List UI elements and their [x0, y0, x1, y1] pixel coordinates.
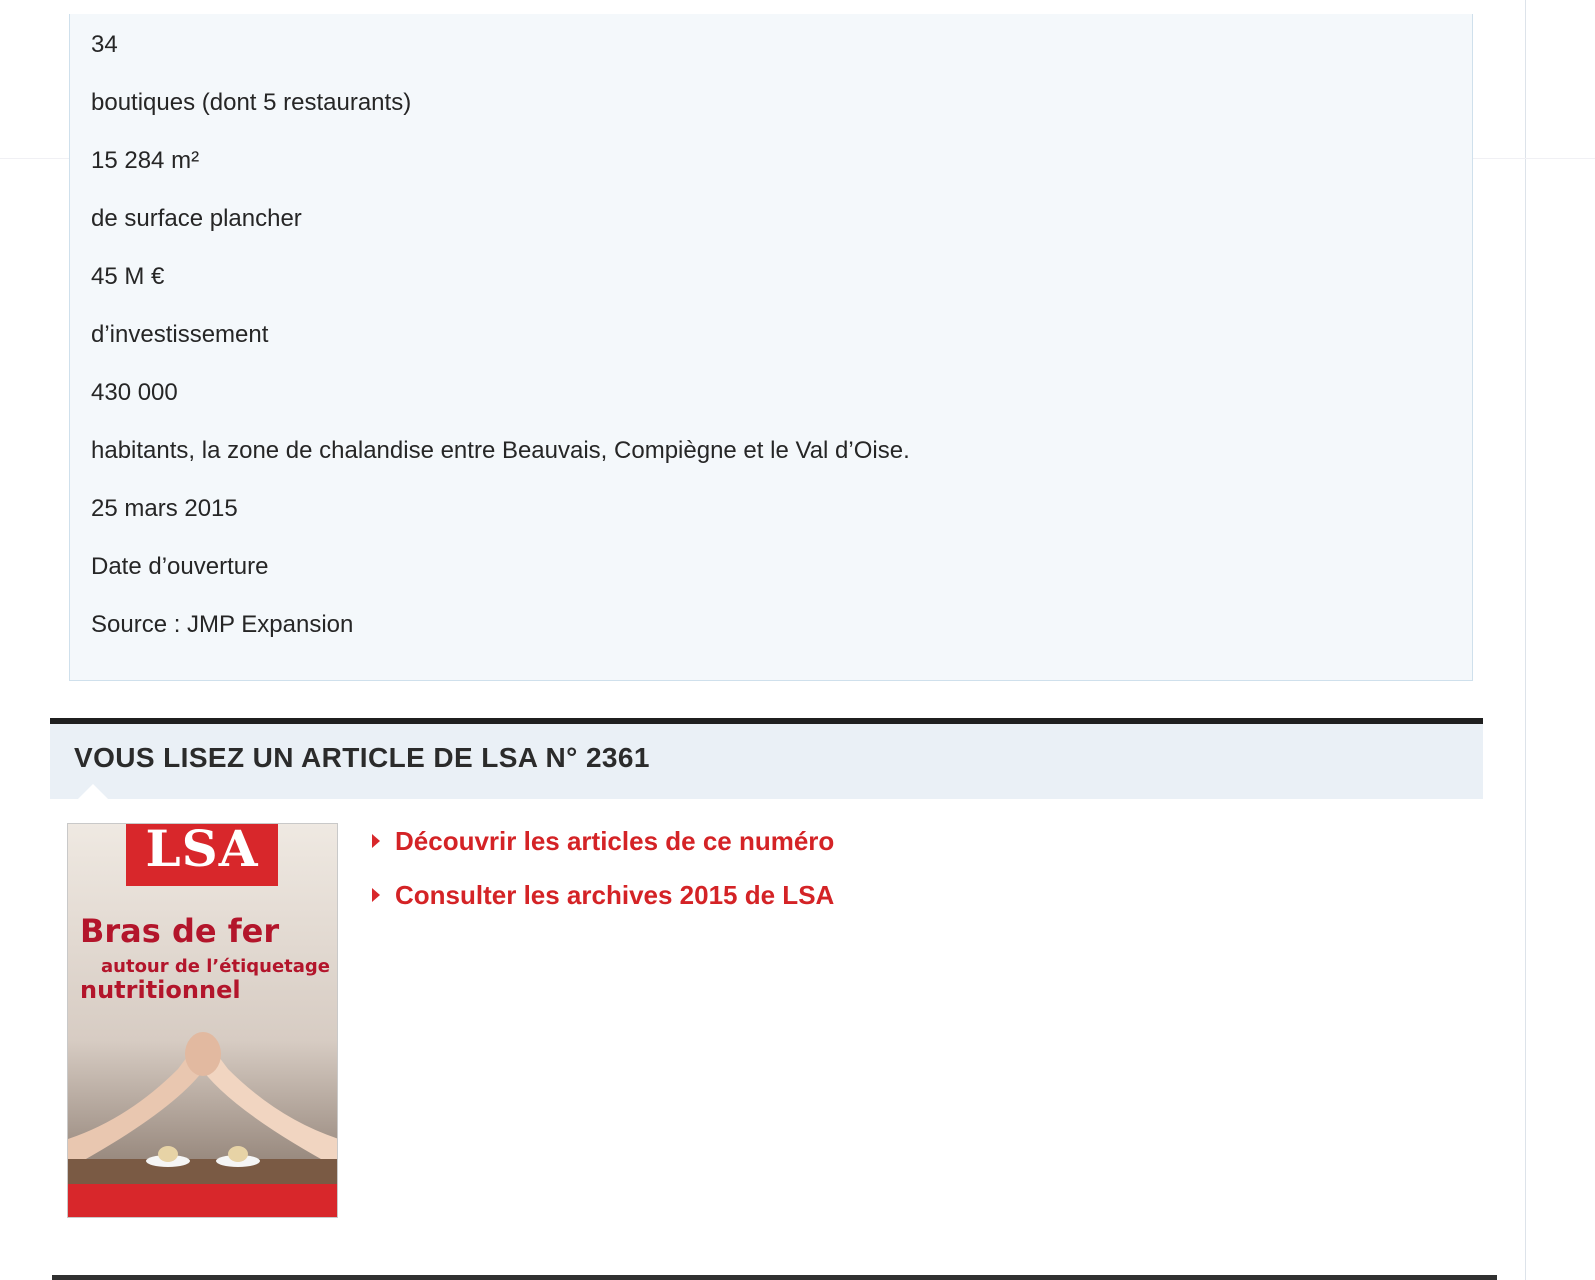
stat-shops-label: boutiques (dont 5 restaurants): [91, 89, 412, 116]
stat-population-label: habitants, la zone de chalandise entre Beauvais, Compiègne et le Val d’Oise.: [91, 437, 910, 464]
lsa-logo: LSA: [126, 823, 278, 886]
stat-surface-label: de surface plancher: [91, 205, 302, 232]
key-figures-box: [69, 14, 1473, 681]
link-label: Consulter les archives 2015 de LSA: [395, 879, 835, 910]
stat-source: Source : JMP Expansion: [91, 611, 354, 638]
arm-wrestling-illustration: [68, 1009, 338, 1189]
archives-2015-link[interactable]: [372, 880, 834, 910]
header-notch: [78, 784, 108, 799]
arrow-right-icon: [372, 834, 380, 848]
cover-subheadline: autour de l’étiquetage: [101, 956, 330, 977]
discover-issue-articles-link[interactable]: [372, 826, 834, 856]
page-right-border: [1525, 0, 1526, 1280]
stat-shops-count: 34: [91, 31, 118, 58]
issue-title: VOUS LISEZ UN ARTICLE DE LSA N° 2361: [74, 742, 650, 773]
issue-links: [372, 826, 834, 934]
cover-bottom-strip: [68, 1184, 338, 1217]
next-section-top-border: [52, 1275, 1497, 1280]
stat-opening-date: 25 mars 2015: [91, 495, 238, 522]
magazine-cover-image[interactable]: [67, 823, 338, 1218]
stat-investment-label: d’investissement: [91, 321, 269, 348]
link-label: Découvrir les articles de ce numéro: [395, 825, 835, 856]
cover-headline: Bras de fer: [80, 912, 280, 950]
arrow-right-icon: [372, 888, 380, 902]
stat-population-value: 430 000: [91, 379, 178, 406]
cover-subheadline-2: nutritionnel: [80, 976, 241, 1004]
stat-surface-value: 15 284 m²: [91, 147, 200, 174]
stat-investment-value: 45 M €: [91, 263, 165, 290]
stat-opening-label: Date d’ouverture: [91, 553, 269, 580]
issue-header: [50, 724, 1483, 799]
